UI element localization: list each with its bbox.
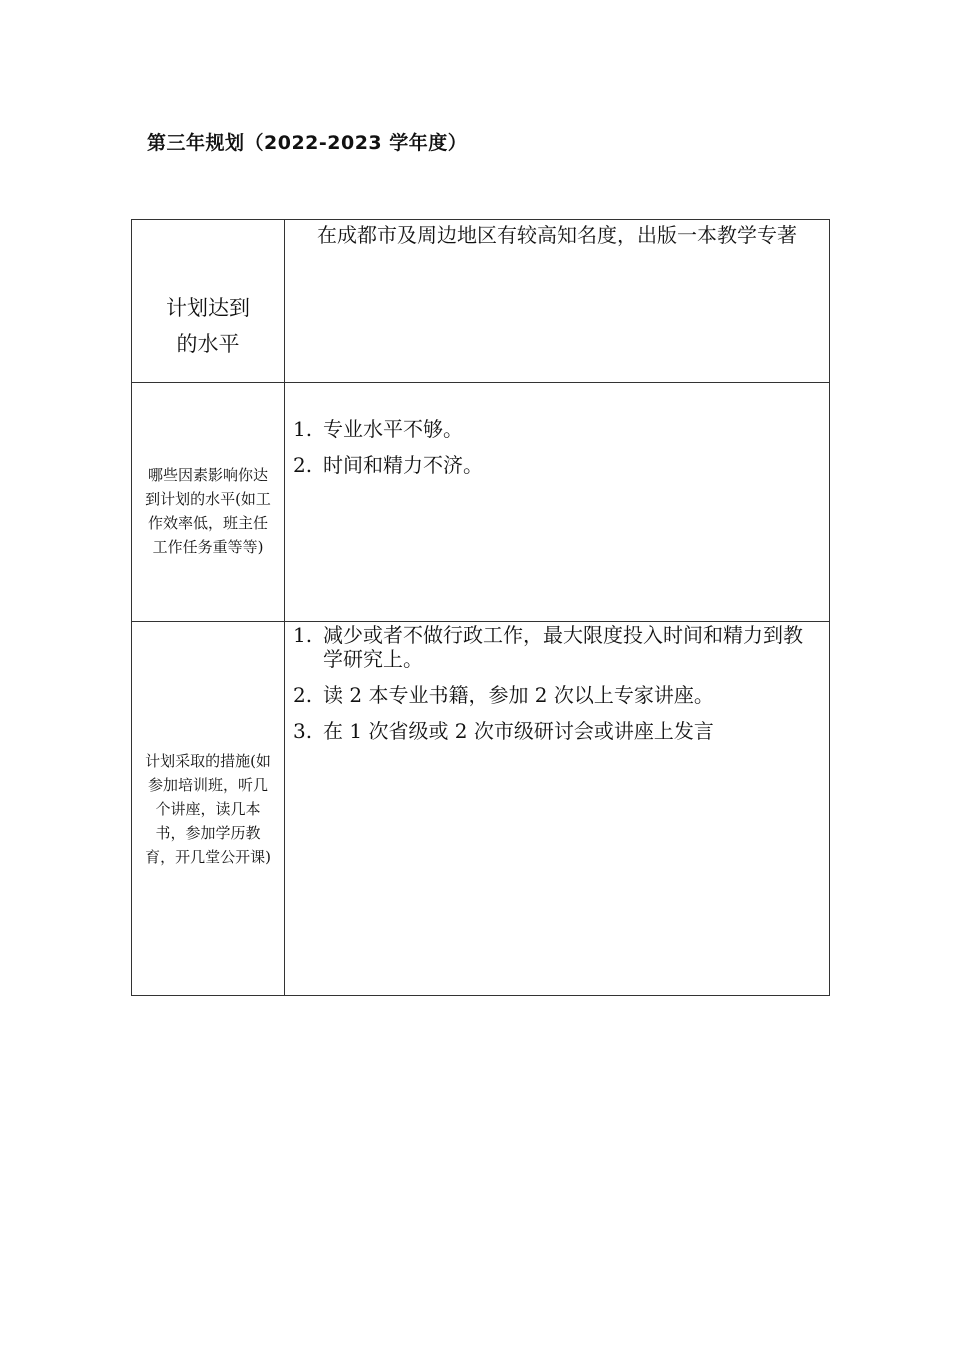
label-cell-target-level [132,220,285,383]
list-item [293,417,821,441]
content-cell-factors [285,383,830,622]
target-level-text: 在成都市及周边地区有较高知名度，出版一本教学专著 [317,223,797,247]
table-row-measures [132,622,830,996]
table-row-target-level [132,220,830,383]
list-item [293,719,821,743]
label-target-level-line1: 计划达到 [166,296,250,320]
plan-table [131,219,830,996]
label-factors: 哪些因素影响你达到计划的水平(如工作效率低，班主任工作任务重等等) [145,466,271,556]
list-item [293,623,821,671]
page-title: 第三年规划（2022-2023 学年度） [147,132,468,154]
list-item-text: 读 2 本专业书籍，参加 2 次以上专家讲座。 [323,683,714,707]
list-item-number: 2. [293,453,313,477]
list-item-number: 3. [293,719,313,743]
list-item-number: 1. [293,417,313,441]
list-item-text: 减少或者不做行政工作，最大限度投入时间和精力到教学研究上。 [323,623,803,671]
list-item-text: 时间和精力不济。 [323,453,483,477]
list-item-number: 2. [293,683,313,707]
list-item-text: 专业水平不够。 [323,417,463,441]
list-item [293,683,821,707]
list-item-text: 在 1 次省级或 2 次市级研讨会或讲座上发言 [323,719,714,743]
factors-list [285,383,829,477]
content-cell-target-level [285,220,830,383]
list-item [293,453,821,477]
label-target-level-line2: 的水平 [176,332,240,356]
content-cell-measures [285,622,830,996]
table-row-factors [132,383,830,622]
list-item-number: 1. [293,623,313,647]
label-cell-measures [132,622,285,996]
measures-list [285,622,829,743]
label-cell-factors [132,383,285,622]
label-measures: 计划采取的措施(如参加培训班，听几个讲座，读几本书，参加学历教育，开几堂公开课) [145,751,271,866]
